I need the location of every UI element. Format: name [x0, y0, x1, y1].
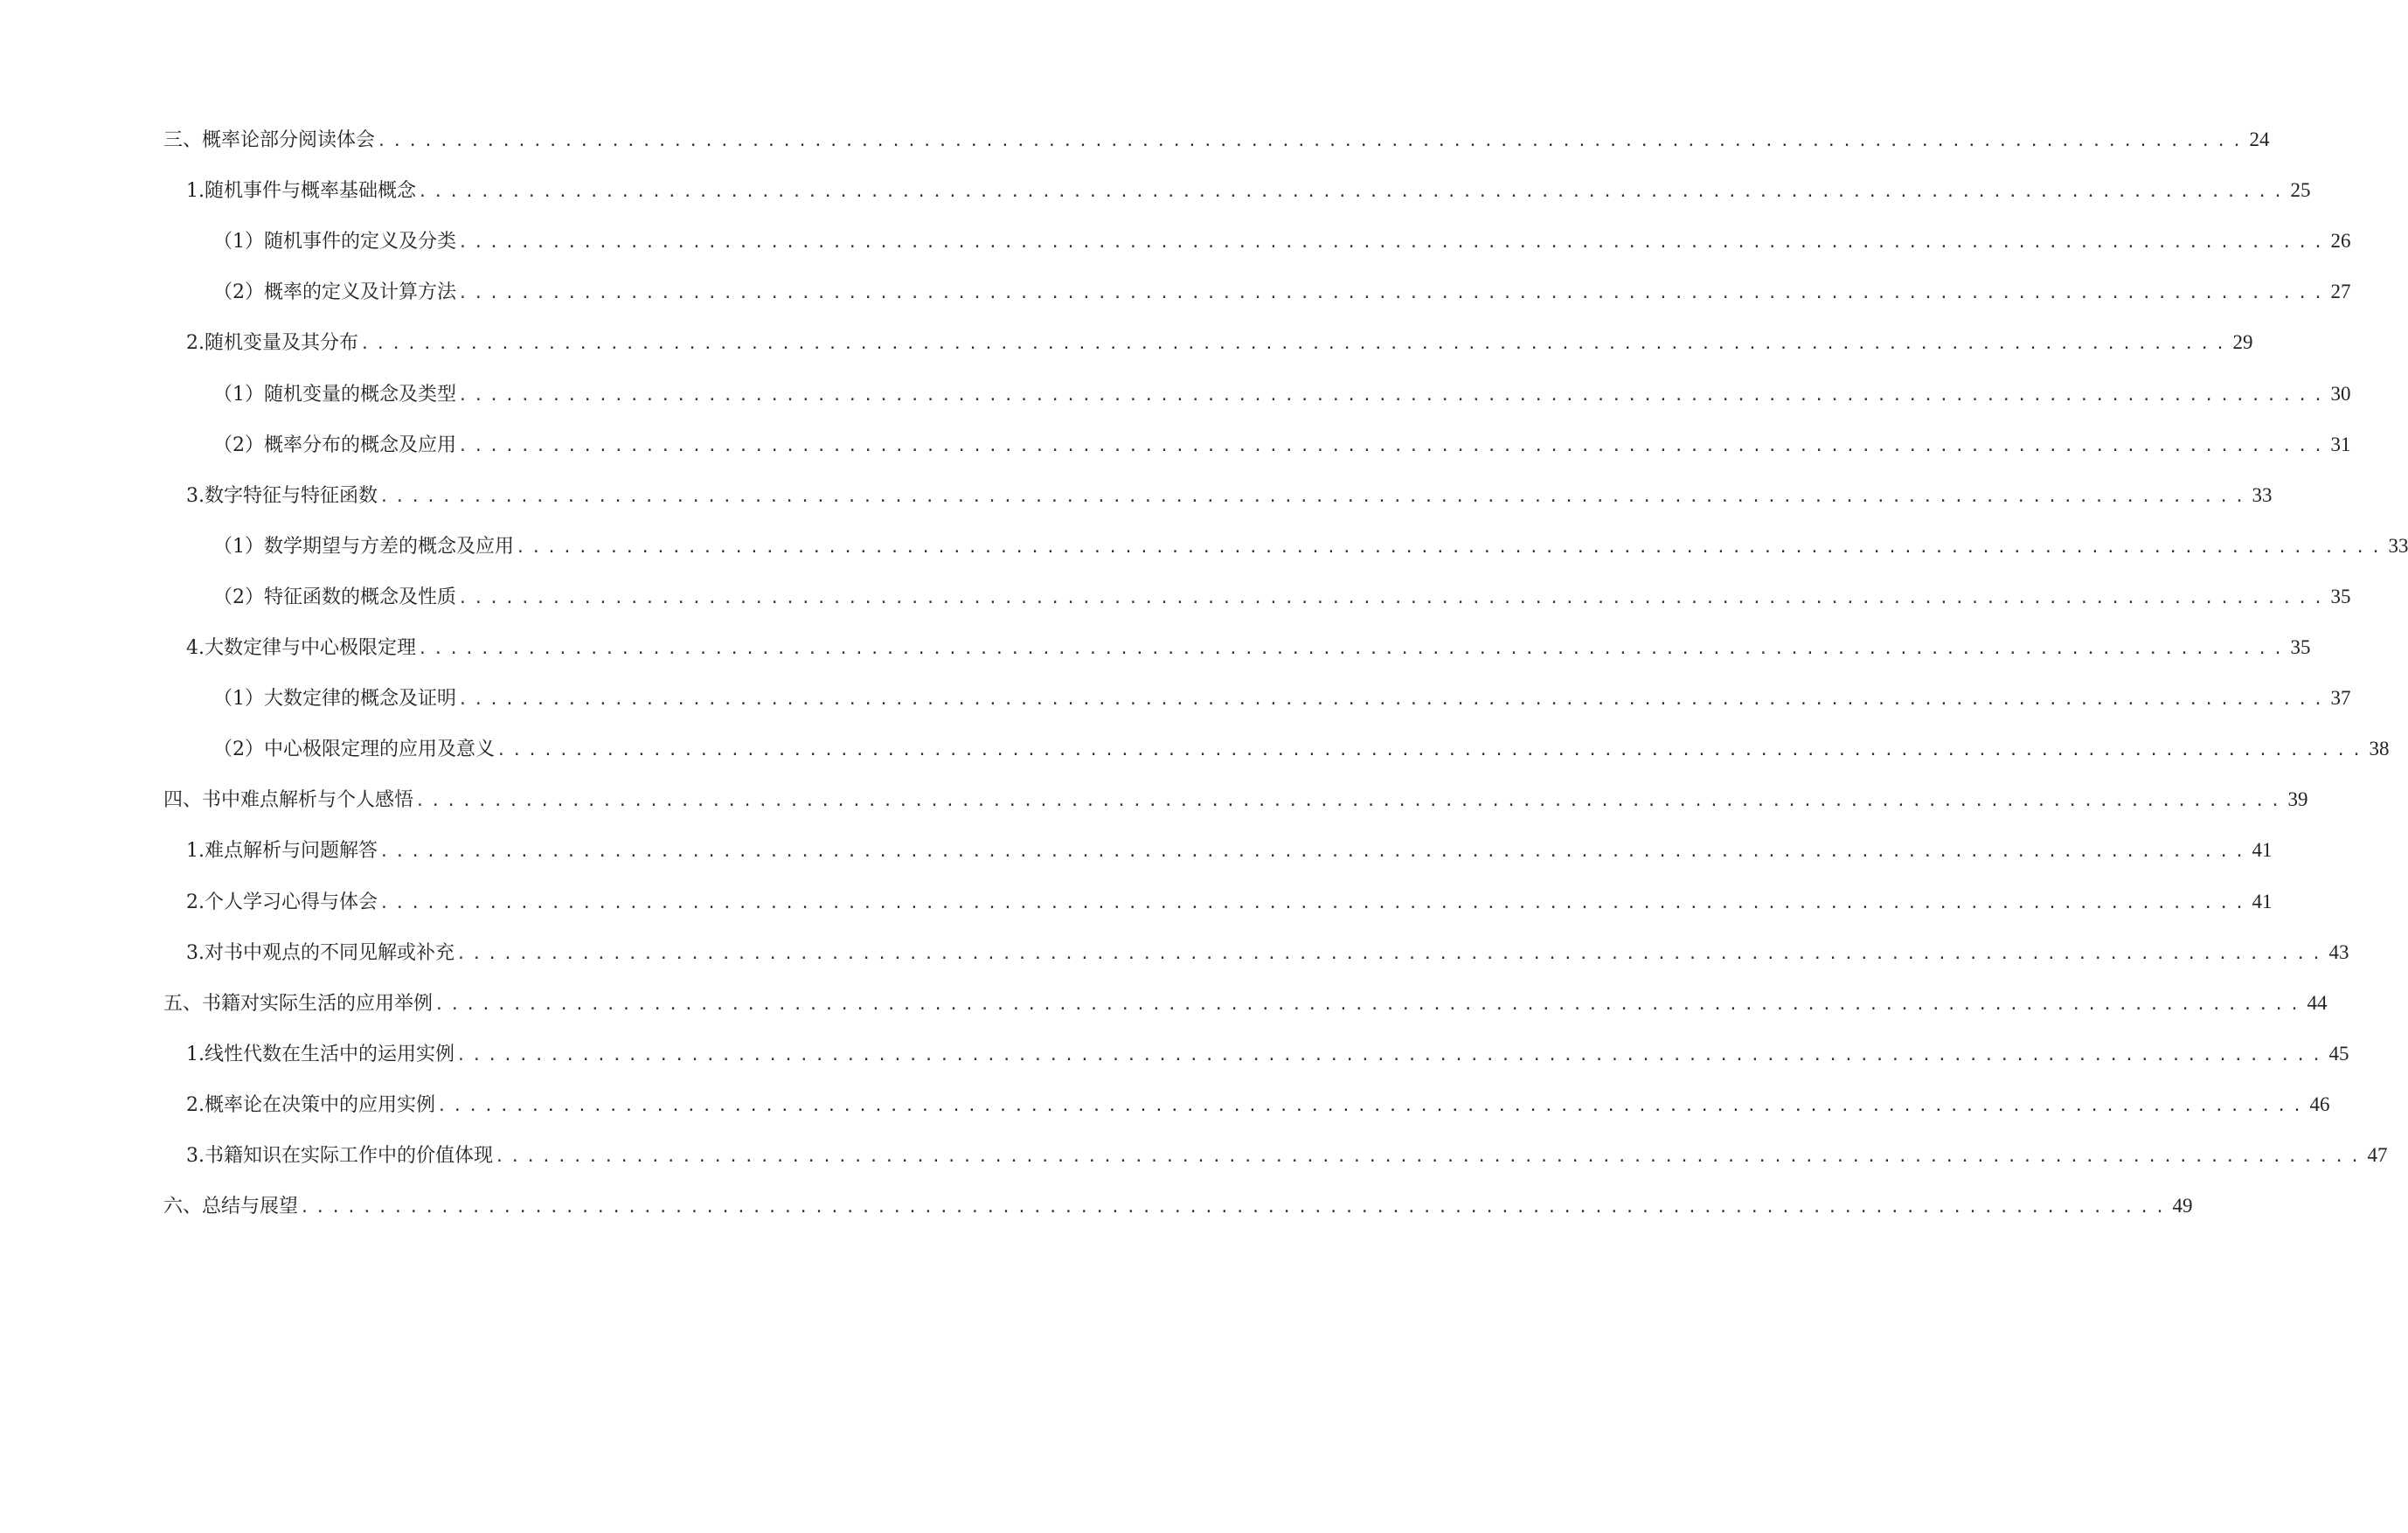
toc-entry-title: 随机变量及其分布	[205, 332, 359, 354]
toc-entry-title: （1）大数定律的概念及证明	[213, 688, 456, 710]
toc-entry[interactable]	[186, 835, 2273, 866]
toc-page-number: 49	[2172, 1195, 2193, 1217]
toc-entry[interactable]	[186, 327, 2253, 358]
toc-entry[interactable]	[186, 1089, 2330, 1120]
toc-dot-leader: ........................................................................................................................	[360, 335, 2231, 353]
toc-dot-leader: ........................................................................................................................	[458, 589, 2329, 607]
toc-entry[interactable]	[213, 276, 2351, 308]
toc-dot-leader: ........................................................................................................................	[377, 132, 2248, 150]
toc-page-number: 30	[2330, 383, 2351, 405]
toc-entry[interactable]	[163, 988, 2328, 1019]
toc-entry[interactable]	[213, 733, 2390, 765]
toc-entry-title: 数字特征与特征函数	[205, 485, 378, 507]
toc-entry-title: 对书中观点的不同见解或补充	[205, 942, 455, 964]
toc-entry[interactable]	[186, 886, 2273, 918]
toc-entry-title: 五、书籍对实际生活的应用举例	[163, 993, 434, 1015]
toc-dot-leader: ........................................................................................................................	[516, 538, 2387, 557]
toc-dot-leader: ........................................................................................................................	[415, 792, 2287, 810]
toc-entry-number: 3.	[186, 1145, 205, 1167]
toc-page-number: 38	[2369, 738, 2390, 760]
toc-page-number: 35	[2290, 636, 2311, 658]
toc-entry-title: 概率论在决策中的应用实例	[205, 1094, 436, 1116]
toc-entry-number: 3.	[186, 942, 205, 964]
toc-dot-leader: ........................................................................................................................	[437, 1097, 2308, 1115]
toc-entry[interactable]	[163, 124, 2270, 156]
toc-page-number: 46	[2309, 1093, 2330, 1115]
toc-entry[interactable]	[186, 632, 2311, 663]
toc-entry-title: （1）随机变量的概念及类型	[213, 384, 456, 406]
toc-entry-number: 1.	[186, 1044, 205, 1065]
toc-page-number: 27	[2330, 281, 2351, 302]
toc-dot-leader: ........................................................................................................................	[458, 690, 2329, 709]
toc-dot-leader: ........................................................................................................................	[458, 284, 2329, 302]
toc-page-number: 33	[2388, 535, 2408, 557]
toc-page-number: 29	[2232, 331, 2253, 353]
toc-entry[interactable]	[213, 378, 2351, 410]
toc-dot-leader: ........................................................................................................................	[379, 488, 2251, 506]
toc-page-number: 35	[2330, 586, 2351, 607]
toc-page-number: 24	[2249, 128, 2270, 150]
toc-entry[interactable]	[163, 1190, 2193, 1222]
toc-entry[interactable]	[186, 175, 2311, 206]
toc-dot-leader: ........................................................................................................................	[456, 945, 2328, 963]
toc-entry-number: 2.	[186, 1094, 205, 1116]
toc-page-number: 47	[2367, 1144, 2388, 1166]
toc-entry-title: 四、书中难点解析与个人感悟	[163, 789, 414, 811]
toc-dot-leader: ........................................................................................................................	[496, 741, 2368, 760]
toc-entry-title: 大数定律与中心极限定理	[205, 637, 417, 659]
toc-page-number: 43	[2328, 941, 2349, 963]
toc-dot-leader: ........................................................................................................................	[434, 995, 2306, 1014]
toc-dot-leader: ........................................................................................................................	[379, 894, 2251, 912]
toc-dot-leader: ........................................................................................................................	[458, 386, 2329, 405]
toc-page-number: 31	[2330, 434, 2351, 455]
toc-entry[interactable]	[163, 784, 2308, 815]
toc-entry-number: 2.	[186, 891, 205, 913]
toc-entry-title: 线性代数在生活中的运用实例	[205, 1044, 455, 1065]
toc-entry-title: 个人学习心得与体会	[205, 891, 378, 913]
toc-entry-number: 3.	[186, 485, 205, 507]
toc-entry[interactable]	[186, 480, 2273, 511]
toc-dot-leader: ........................................................................................................................	[418, 640, 2289, 658]
toc-entry[interactable]	[186, 937, 2349, 968]
toc-entry[interactable]	[213, 225, 2351, 257]
toc-entry-title: （2）中心极限定理的应用及意义	[213, 739, 495, 760]
toc-entry-number: 2.	[186, 332, 205, 354]
toc-dot-leader: ........................................................................................................................	[458, 233, 2329, 252]
toc-page-number: 33	[2252, 484, 2273, 506]
toc-entry-title: 随机事件与概率基础概念	[205, 180, 417, 202]
toc-entry-title: 三、概率论部分阅读体会	[163, 129, 376, 151]
toc-page-number: 41	[2252, 839, 2273, 861]
toc-entry-title: （2）概率的定义及计算方法	[213, 281, 456, 303]
toc-entry-number: 1.	[186, 180, 205, 202]
toc-entry-title: （2）概率分布的概念及应用	[213, 434, 456, 456]
toc-entry-title: 难点解析与问题解答	[205, 840, 378, 862]
toc-dot-leader: ........................................................................................................................	[458, 437, 2329, 455]
toc-entry-title: 六、总结与展望	[163, 1196, 299, 1217]
toc-page-number: 25	[2290, 179, 2311, 201]
toc-dot-leader: ........................................................................................................................	[300, 1198, 2171, 1217]
toc-page-number: 45	[2328, 1043, 2349, 1065]
toc-entry[interactable]	[186, 1038, 2349, 1070]
toc-entry[interactable]	[213, 531, 2408, 562]
toc-dot-leader: ........................................................................................................................	[379, 843, 2251, 861]
toc-entry-title: （1）随机事件的定义及分类	[213, 231, 456, 253]
toc-entry-number: 1.	[186, 840, 205, 862]
toc-dot-leader: ........................................................................................................................	[418, 183, 2289, 201]
toc-entry-number: 4.	[186, 637, 205, 659]
toc-entry-title: （1）数学期望与方差的概念及应用	[213, 536, 514, 558]
toc-dot-leader: ........................................................................................................................	[456, 1046, 2328, 1065]
toc-entry[interactable]	[213, 683, 2351, 714]
toc-entry-title: （2）特征函数的概念及性质	[213, 586, 456, 608]
toc-entry-title: 书籍知识在实际工作中的价值体现	[205, 1145, 494, 1167]
toc-page-number: 37	[2330, 687, 2351, 709]
toc-page-number: 39	[2287, 788, 2308, 810]
toc-page-number: 41	[2252, 891, 2273, 912]
toc-entry[interactable]	[213, 429, 2351, 461]
toc-page-number: 26	[2330, 230, 2351, 252]
toc-dot-leader: ........................................................................................................................	[495, 1148, 2366, 1166]
toc-page-number: 44	[2307, 992, 2328, 1014]
toc-entry[interactable]	[213, 581, 2351, 613]
toc-entry[interactable]	[186, 1140, 2388, 1171]
